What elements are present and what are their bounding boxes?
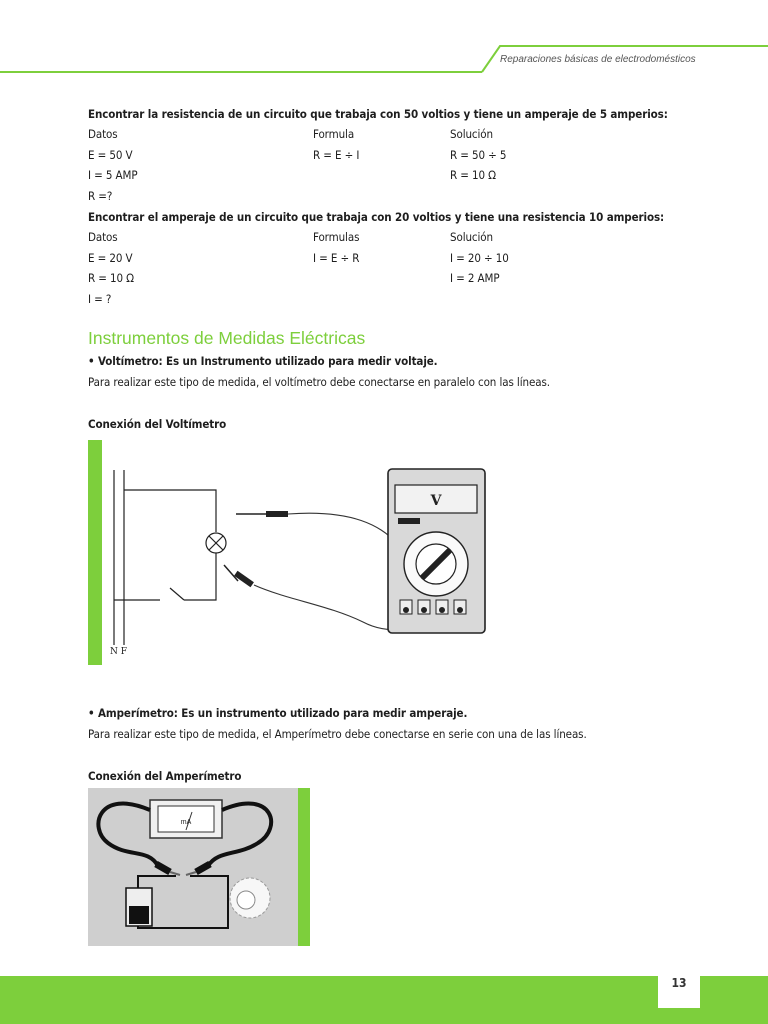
problem1-dato: E = 50 V bbox=[88, 148, 133, 162]
figure-accent-bar bbox=[298, 788, 310, 946]
problem2-dato: E = 20 V bbox=[88, 251, 133, 265]
problem1-solucion: R = 50 ÷ 5 bbox=[450, 148, 507, 162]
amperimetro-definition: • Amperímetro: Es un instrumento utilizado para medir amperaje. bbox=[88, 706, 468, 720]
voltimetro-figure bbox=[88, 440, 500, 665]
problem2-datos-label: Datos bbox=[88, 230, 118, 244]
problem2-formula-label: Formulas bbox=[313, 230, 360, 244]
problem1-formula-label: Formula bbox=[313, 127, 355, 141]
page-header-rule bbox=[0, 0, 768, 80]
meter-unit-text: mA bbox=[180, 819, 192, 826]
problem2-formula: I = E ÷ R bbox=[313, 251, 360, 265]
problem2-solucion: I = 2 AMP bbox=[450, 271, 500, 285]
problem1-dato: I = 5 AMP bbox=[88, 168, 138, 182]
problem2-dato: I = ? bbox=[88, 292, 112, 306]
page-number: 13 bbox=[658, 968, 700, 1008]
problem2-dato: R = 10 Ω bbox=[88, 271, 134, 285]
amperimetro-caption: Conexión del Amperímetro bbox=[88, 769, 242, 783]
amperimetro-figure bbox=[88, 788, 310, 946]
problem2-solucion: I = 20 ÷ 10 bbox=[450, 251, 509, 265]
amperimetro-illustration bbox=[88, 788, 310, 946]
meter-display-text: V bbox=[430, 493, 442, 509]
voltimetro-definition: • Voltímetro: Es un Instrumento utilizado para medir voltaje. bbox=[88, 354, 438, 368]
problem2-statement: Encontrar el amperaje de un circuito que trabaja con 20 voltios y tiene una resistencia 10 amperios: bbox=[88, 210, 665, 224]
problem1-solucion-label: Solución bbox=[450, 127, 493, 141]
problem2-solucion-label: Solución bbox=[450, 230, 493, 244]
problem1-statement: Encontrar la resistencia de un circuito que trabaja con 50 voltios y tiene un amperaje de 5 amperios: bbox=[88, 107, 668, 121]
problem1-solucion: R = 10 Ω bbox=[450, 168, 496, 182]
voltimetro-circuit-diagram bbox=[88, 440, 500, 665]
amperimetro-description: Para realizar este tipo de medida, el Amperímetro debe conectarse en serie con una de las líneas. bbox=[88, 727, 587, 741]
voltimetro-caption: Conexión del Voltímetro bbox=[88, 417, 227, 431]
line-labels: N F bbox=[110, 647, 127, 657]
problem1-dato: R =? bbox=[88, 189, 113, 203]
section-heading: Instrumentos de Medidas Eléctricas bbox=[88, 328, 366, 348]
problem1-formula: R = E ÷ I bbox=[313, 148, 360, 162]
page-footer-band bbox=[0, 976, 768, 1024]
problem1-datos-label: Datos bbox=[88, 127, 118, 141]
running-title: Reparaciones básicas de electrodomésticos bbox=[500, 54, 696, 65]
voltimetro-description: Para realizar este tipo de medida, el voltímetro debe conectarse en paralelo con las líneas. bbox=[88, 375, 550, 389]
